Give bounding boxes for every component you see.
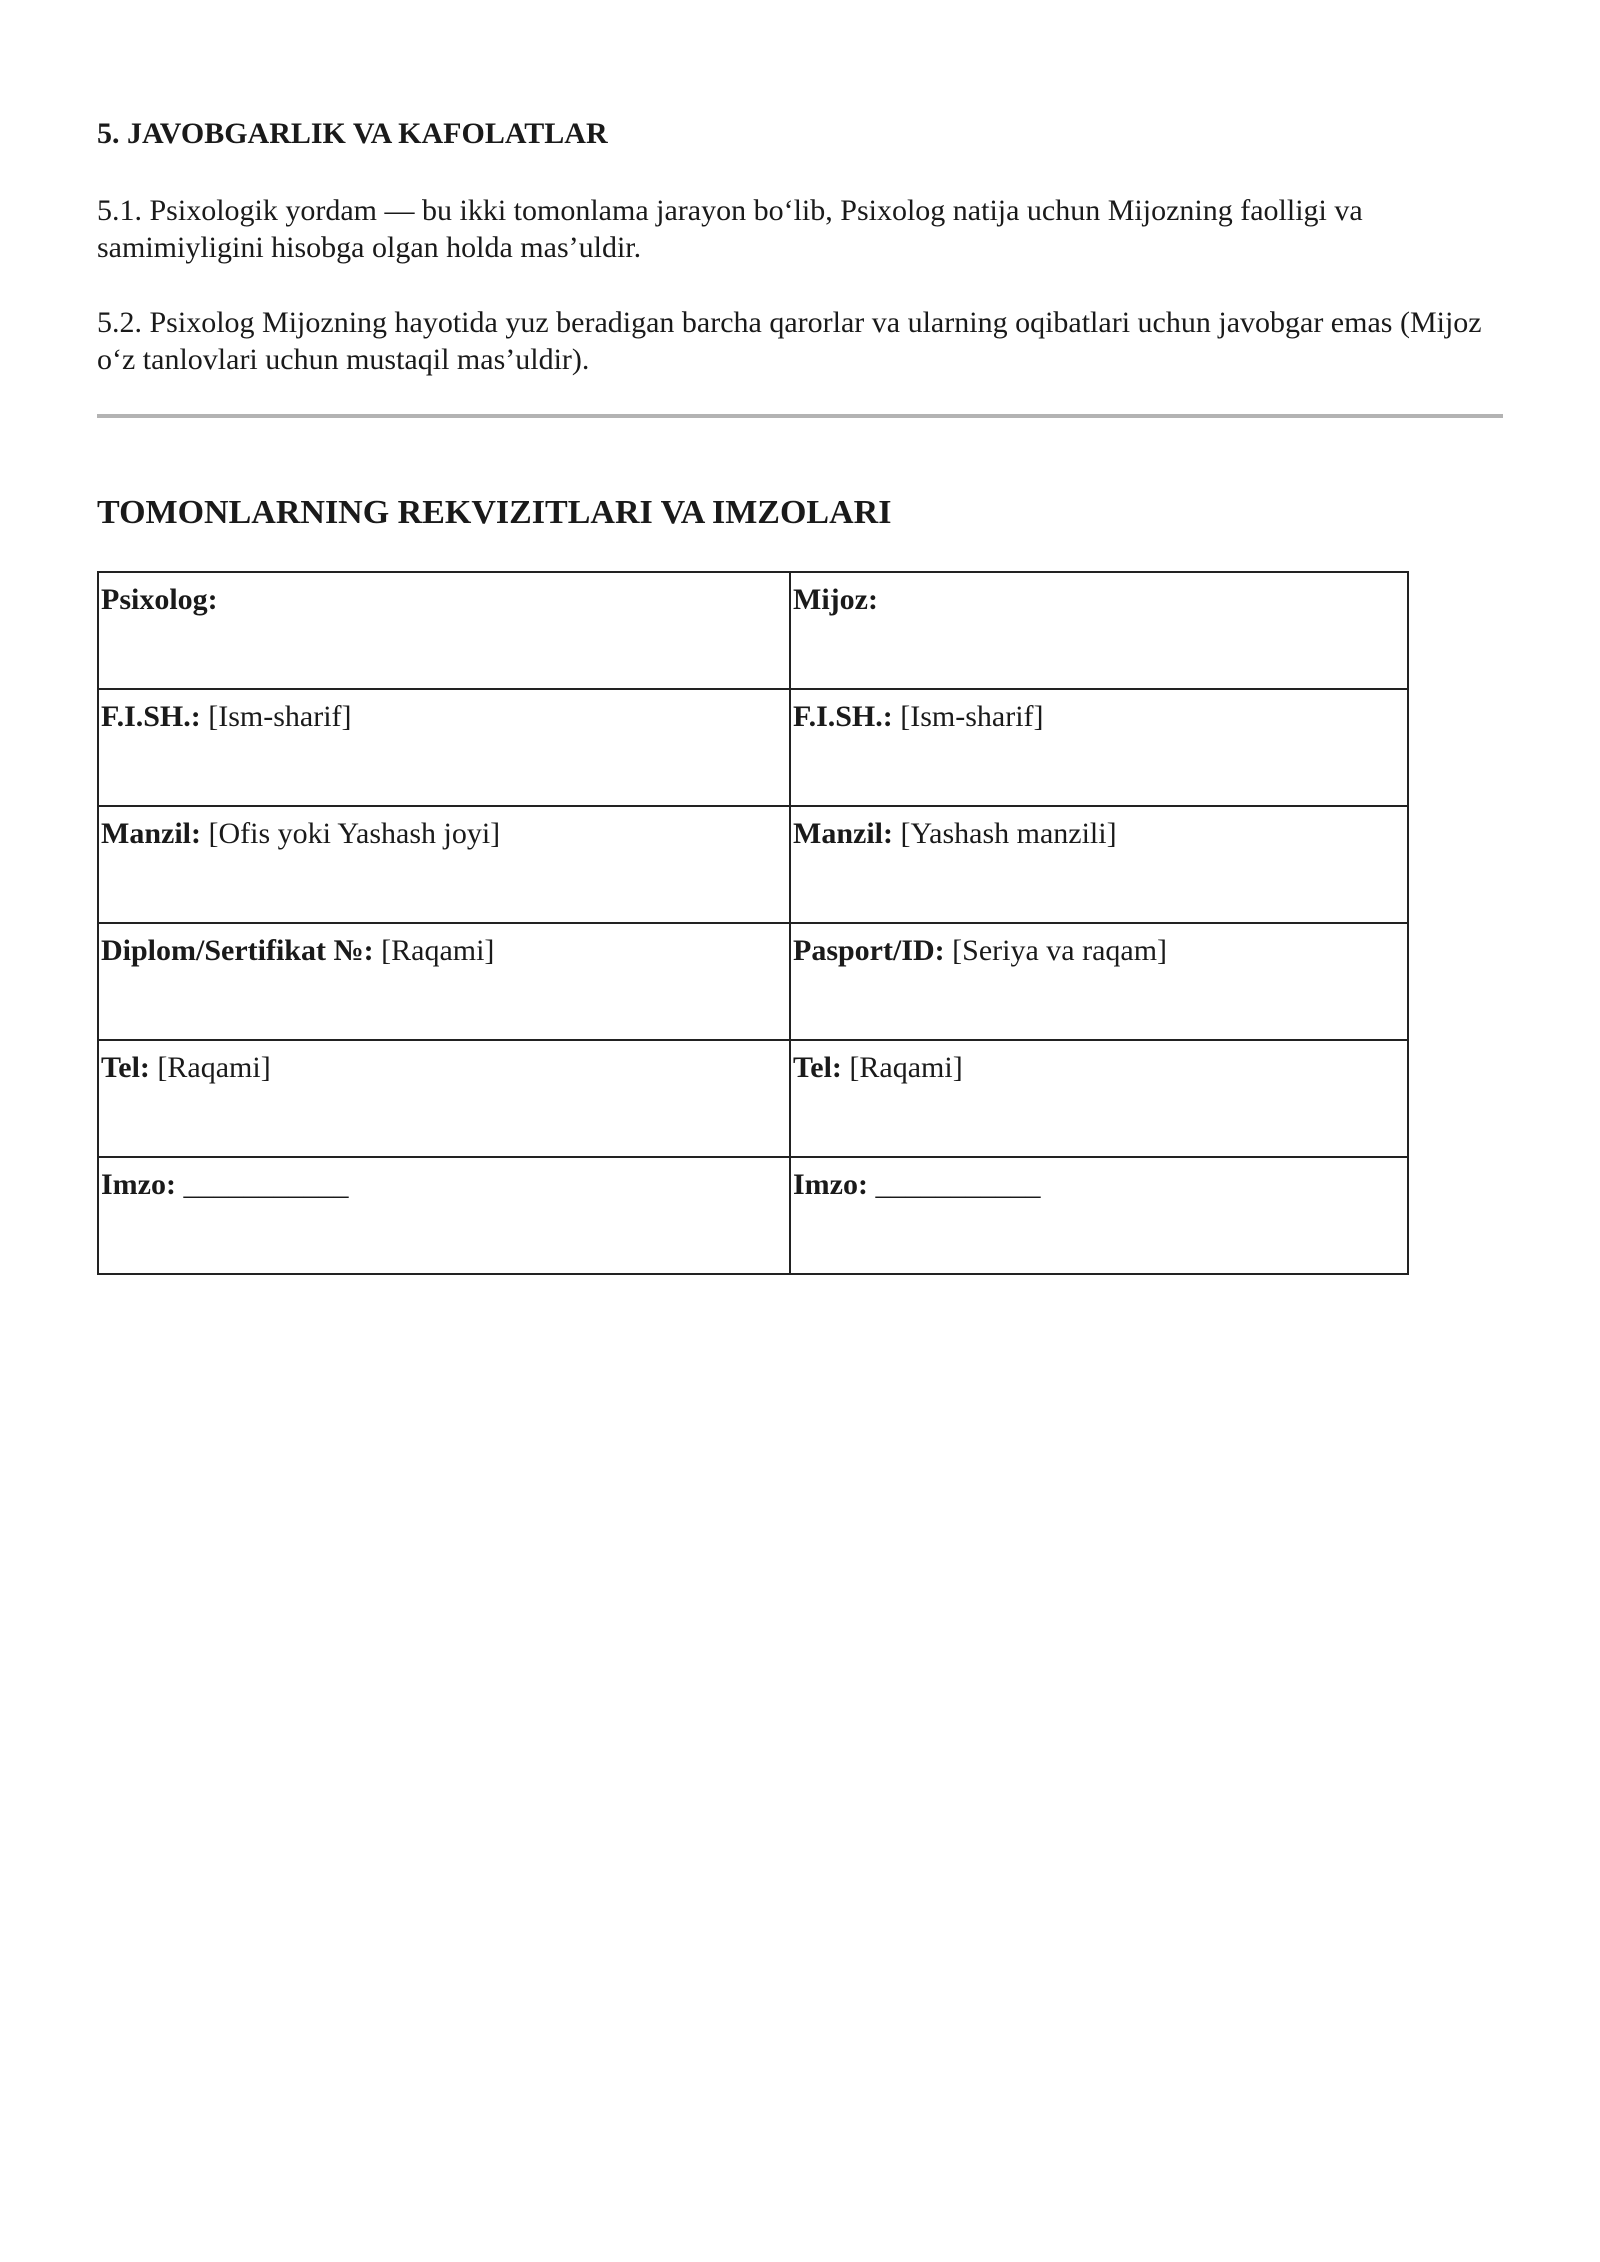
psychologist-name-cell — [98, 689, 790, 806]
clause-5-2: 5.2. Psixolog Mijozning hayotida yuz beradigan barcha qarorlar va ularning oqibatlari uchun javobgar emas (Mijoz o‘z tanlovlari uchun mustaqil mas’uldir). — [97, 306, 1482, 376]
cell-label: Tel: — [101, 1051, 150, 1084]
cell-label: Manzil: — [101, 817, 201, 850]
cell-value: [Ism-sharif] — [208, 700, 352, 733]
table-row — [98, 572, 1408, 689]
clause-5-1: 5.1. Psixologik yordam — bu ikki tomonlama jarayon bo‘lib, Psixolog natija uchun Mijozning faolligi va samimiyligini hisobga olgan holda mas’uldir. — [97, 194, 1363, 264]
table-row — [98, 1157, 1408, 1274]
client-signature-cell — [790, 1157, 1408, 1274]
client-header-cell — [790, 572, 1408, 689]
requisites-table — [97, 571, 1409, 1275]
horizontal-divider — [97, 414, 1503, 418]
psychologist-signature-cell — [98, 1157, 790, 1274]
cell-label: Imzo: — [793, 1168, 868, 1201]
cell-value: [Yashash manzili] — [900, 817, 1117, 850]
table-row — [98, 923, 1408, 1040]
section-heading: 5. JAVOBGARLIK VA KAFOLATLAR — [97, 117, 608, 150]
cell-value: [Ofis yoki Yashash joyi] — [208, 817, 501, 850]
signature-line: ___________ — [183, 1168, 349, 1201]
client-name-cell — [790, 689, 1408, 806]
client-address-cell — [790, 806, 1408, 923]
table-row — [98, 806, 1408, 923]
cell-label: Mijoz: — [793, 583, 878, 616]
cell-label: Psixolog: — [101, 583, 218, 616]
cell-value: [Seriya va raqam] — [952, 934, 1168, 967]
psychologist-header-cell — [98, 572, 790, 689]
cell-value: [Raqami] — [157, 1051, 271, 1084]
psychologist-address-cell — [98, 806, 790, 923]
table-row — [98, 1040, 1408, 1157]
table-row — [98, 689, 1408, 806]
cell-label: Diplom/Sertifikat №: — [101, 934, 374, 967]
signature-line: ___________ — [875, 1168, 1041, 1201]
cell-value: [Raqami] — [849, 1051, 963, 1084]
client-passport-cell — [790, 923, 1408, 1040]
cell-value: [Ism-sharif] — [900, 700, 1044, 733]
cell-value: [Raqami] — [381, 934, 495, 967]
cell-label: Imzo: — [101, 1168, 176, 1201]
client-phone-cell — [790, 1040, 1408, 1157]
cell-label: Pasport/ID: — [793, 934, 945, 967]
psychologist-phone-cell — [98, 1040, 790, 1157]
cell-label: F.I.SH.: — [101, 700, 201, 733]
signatures-title: TOMONLARNING REKVIZITLARI VA IMZOLARI — [97, 494, 892, 531]
cell-label: Tel: — [793, 1051, 842, 1084]
psychologist-diploma-cell — [98, 923, 790, 1040]
cell-label: F.I.SH.: — [793, 700, 893, 733]
cell-label: Manzil: — [793, 817, 893, 850]
